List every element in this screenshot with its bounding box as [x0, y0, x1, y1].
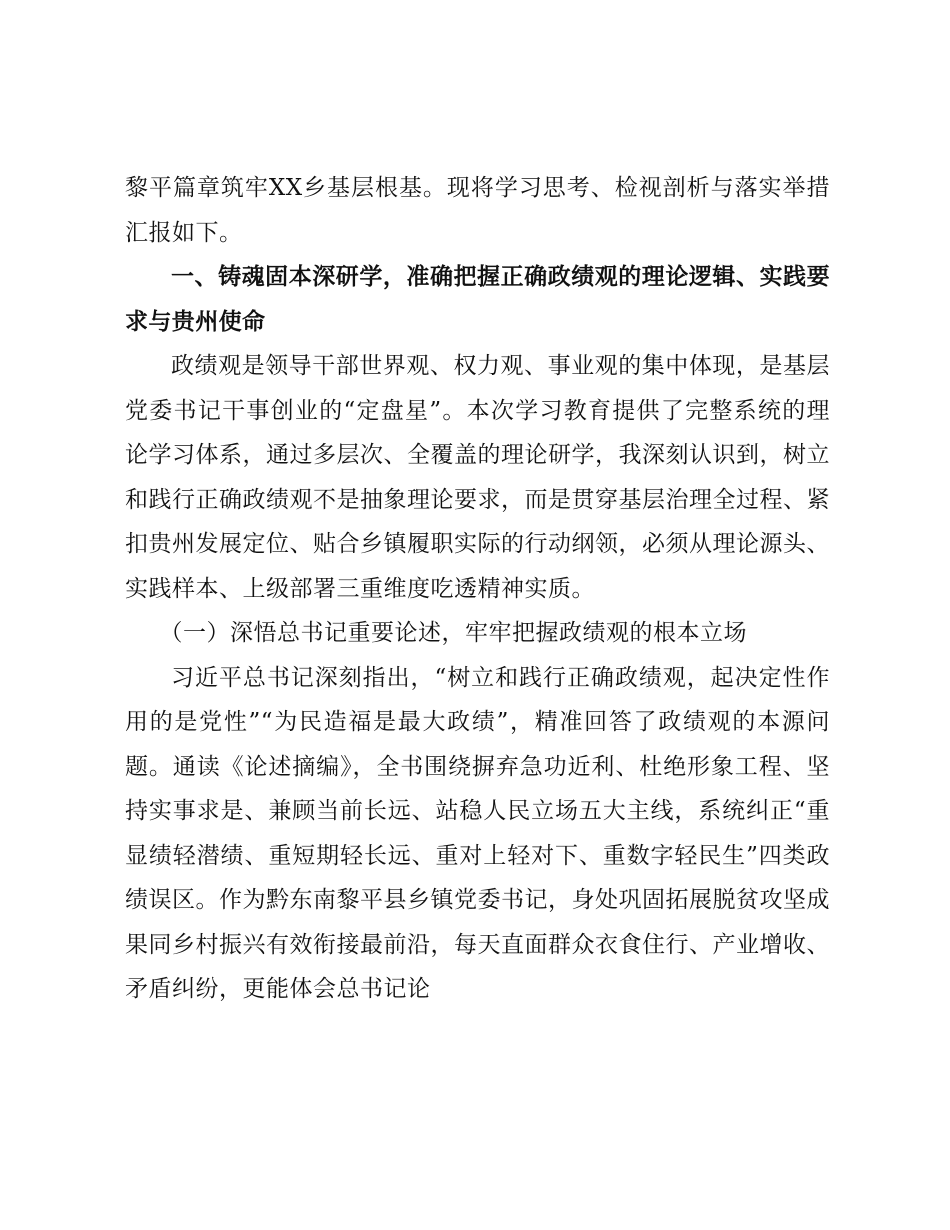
document-body [125, 166, 830, 1012]
paragraph-political-view: 政绩观是领导干部世界观、权力观、事业观的集中体现，是基层党委书记干事创业的“定盘星”。本次学习教育提供了完整系统的理论学习体系，通过多层次、全覆盖的理论研学，我深刻认识到，树立和践行正确政绩观不是抽象理论要求，而是贯穿基层治理全过程、紧扣贵州发展定位、贴合乡镇履职实际的行动纲领，必须从理论源头、实践样本、上级部署三重维度吃透精神实质。 [125, 353, 830, 602]
section-heading-1: 一、铸魂固本深研学，准确把握正确政绩观的理论逻辑、实践要求与贵州使命 [125, 264, 830, 335]
paragraph-intro-continued: 黎平篇章筑牢XX乡基层根基。现将学习思考、检视剖析与落实举措汇报如下。 [125, 175, 830, 246]
paragraph-general-secretary-remarks: 习近平总书记深刻指出，“树立和践行正确政绩观，起决定性作用的是党性”“为民造福是最大政绩”，精准回答了政绩观的本源问题。通读《论述摘编》，全书围绕摒弃急功近利、杜绝形象工程、坚持实事求是、兼顾当前长远、站稳人民立场五大主线，系统纠正“重显绩轻潜绩、重短期轻长远、重对上轻对下、重数字轻民生”四类政绩误区。作为黔东南黎平县乡镇党委书记，身处巩固拓展脱贫攻坚成果同乡村振兴有效衔接最前沿，每天直面群众衣食住行、产业增收、矛盾纠纷，更能体会总书记论 [125, 664, 830, 1002]
subsection-heading-1: （一）深悟总书记重要论述，牢牢把握政绩观的根本立场 [159, 620, 747, 646]
